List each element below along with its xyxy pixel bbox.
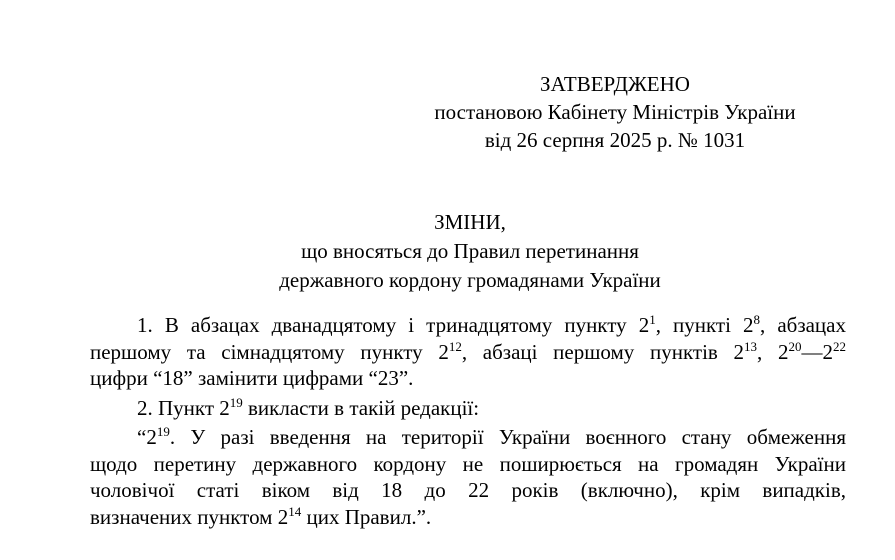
approval-stamp: ЗАТВЕРДЖЕНО [540, 72, 690, 96]
p1-sup-b: 8 [753, 312, 760, 327]
p3-text-d: чоловічої статі віком від 18 до 22 років (включно), крім випадків, [90, 478, 846, 502]
document-heading [90, 208, 850, 295]
p1-text-b: , пункті 2 [655, 313, 754, 337]
p1-text-c: , абзацах [760, 313, 846, 337]
p3-text-c: щодо перетину державного кордону не поширюється на громадян України [90, 451, 846, 476]
document-body [90, 312, 846, 530]
approval-date-number: від 26 серпня 2025 р. № 1031 [484, 128, 746, 152]
p3-text-f: цих Правил.”. [301, 504, 432, 529]
paragraph-2-line-1 [90, 395, 846, 422]
paragraph-2 [90, 395, 846, 422]
p1-text-h: цифри “18” замінити цифрами “23”. [90, 366, 414, 390]
paragraph-3-line-4 [90, 504, 846, 531]
paragraph-1 [90, 312, 846, 392]
paragraph-1-line-1 [90, 312, 846, 339]
heading-subtitle-line2: державного кордону громадянами України [279, 268, 661, 292]
p2-text-b: викласти в такій редакції: [242, 395, 480, 420]
p3-text-b: . У разі введення на території України воєнного стану обмеження [169, 425, 846, 449]
paragraph-1-line-3 [90, 365, 846, 392]
p2-text-a: 2. Пункт 2 [137, 395, 230, 420]
approval-block [380, 70, 850, 154]
approval-issuer: постановою Кабінету Міністрів України [434, 100, 796, 124]
p1-sup-f: 20 [788, 338, 802, 354]
paragraph-3-line-2 [90, 451, 846, 478]
p1-sup-e: 13 [744, 338, 758, 354]
p1-text-e: , абзаці першому пунктів 2 [461, 339, 745, 364]
p1-text-g: —2 [801, 339, 833, 364]
p1-text-a: 1. В абзацах дванадцятому і тринадцятому пункту 2 [137, 313, 650, 337]
paragraph-3-line-1 [90, 424, 846, 451]
p1-sup-d: 12 [448, 338, 462, 354]
p1-text-f: , 2 [757, 339, 789, 364]
p1-sup-g: 22 [832, 338, 846, 354]
paragraph-3-line-3 [90, 477, 846, 504]
heading-title: ЗМІНИ, [434, 210, 506, 234]
p1-sup-a: 1 [649, 312, 656, 327]
p3-text-e: визначених пунктом 2 [90, 504, 289, 529]
p3-sup-a: 19 [156, 424, 170, 439]
heading-subtitle-line1: що вносяться до Правил перетинання [301, 239, 639, 263]
p2-sup-a: 19 [229, 394, 243, 410]
paragraph-3 [90, 424, 846, 530]
p3-text-a: “2 [137, 425, 157, 449]
paragraph-1-line-2 [90, 339, 846, 366]
p1-text-d: першому та сімнадцятому пункту 2 [90, 339, 449, 364]
p3-sup-e: 14 [288, 503, 302, 519]
